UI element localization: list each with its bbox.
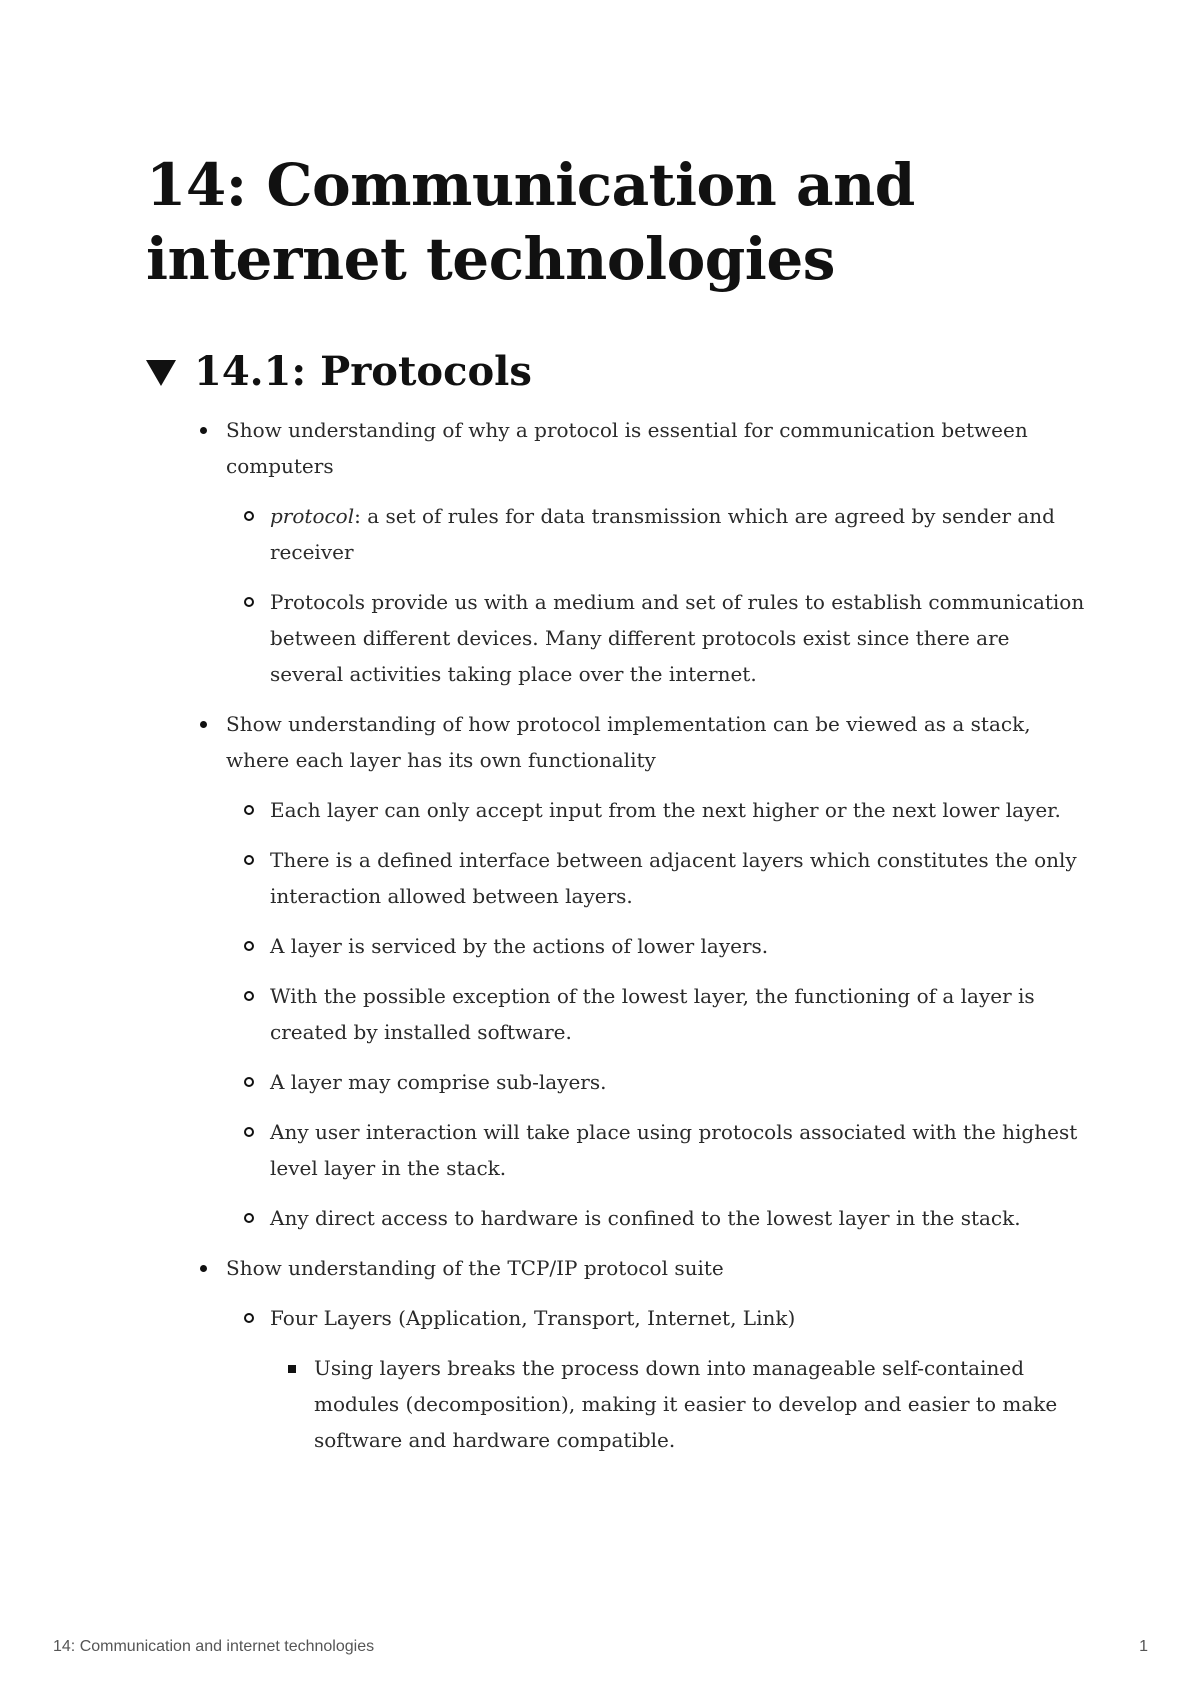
sub-sub-list-item (314, 1350, 1086, 1458)
list-item-text: Show understanding of the TCP/IP protocol suite (226, 1256, 724, 1280)
sub-list-item (270, 1064, 1086, 1100)
sub-list-item (270, 1200, 1086, 1236)
circle-bullet-icon (244, 597, 254, 607)
sub-sub-list-item-text: Using layers breaks the process down into manageable self-contained modules (decomposition), making it easier to develop and easier to make software and hardware compatible. (314, 1356, 1058, 1452)
sub-list-item (270, 1300, 1086, 1458)
section-heading-text: 14.1: Protocols (194, 348, 532, 395)
sub-list-item-text: Any direct access to hardware is confined to the lowest layer in the stack. (270, 1206, 1021, 1230)
circle-bullet-icon (244, 1313, 254, 1323)
disc-bullet-icon (200, 721, 207, 728)
page-number: 1 (1139, 1638, 1148, 1655)
sub-list-item (270, 1114, 1086, 1186)
disc-bullet-icon (200, 1265, 207, 1272)
list-item-text: Show understanding of why a protocol is essential for communication between computers (226, 418, 1028, 478)
circle-bullet-icon (244, 1127, 254, 1137)
footer-title: 14: Communication and internet technologies (53, 1638, 375, 1655)
sub-list-item-text: Each layer can only accept input from the next higher or the next lower layer. (270, 798, 1061, 822)
disc-bullet-icon (200, 427, 207, 434)
page-title: 14: Communication and internet technologies (146, 151, 915, 293)
sub-sub-bullet-list (270, 1350, 1086, 1458)
bullet-list (146, 412, 1086, 1458)
sub-list-item (270, 842, 1086, 914)
circle-bullet-icon (244, 805, 254, 815)
sub-list-item (270, 928, 1086, 964)
definition-term: protocol (270, 504, 355, 528)
definition-body: : a set of rules for data transmission which are agreed by sender and receiver (270, 504, 1055, 564)
sub-bullet-list (226, 1300, 1086, 1458)
triangle-down-icon[interactable] (146, 360, 176, 386)
sub-list-item-text: There is a defined interface between adjacent layers which constitutes the only interaction allowed between layers. (270, 848, 1077, 908)
circle-bullet-icon (244, 1213, 254, 1223)
circle-bullet-icon (244, 991, 254, 1001)
sub-list-item (270, 584, 1086, 692)
sub-list-item-text: Protocols provide us with a medium and set of rules to establish communication between different devices. Many different protocols exist since there are several activities taking place over the internet. (270, 590, 1085, 686)
sub-list-item-text: Four Layers (Application, Transport, Internet, Link) (270, 1306, 796, 1330)
sub-list-item-text: With the possible exception of the lowest layer, the functioning of a layer is created by installed software. (270, 984, 1035, 1044)
section-heading[interactable] (146, 348, 1086, 396)
sub-bullet-list (226, 498, 1086, 692)
sub-bullet-list (226, 792, 1086, 1236)
circle-bullet-icon (244, 941, 254, 951)
sub-list-item-text: A layer may comprise sub-layers. (270, 1070, 607, 1094)
sub-list-item (270, 498, 1086, 570)
square-bullet-icon (288, 1365, 296, 1373)
list-item (226, 1250, 1086, 1458)
list-item (226, 412, 1086, 692)
sub-list-item (270, 792, 1086, 828)
list-item (226, 706, 1086, 1236)
sub-list-item (270, 978, 1086, 1050)
list-item-text: Show understanding of how protocol implementation can be viewed as a stack, where each layer has its own functionality (226, 712, 1031, 772)
circle-bullet-icon (244, 1077, 254, 1087)
circle-bullet-icon (244, 511, 254, 521)
sub-list-item-text: Any user interaction will take place using protocols associated with the highest level layer in the stack. (270, 1120, 1078, 1180)
sub-list-item-text: A layer is serviced by the actions of lower layers. (270, 934, 769, 958)
definition-text (270, 498, 1086, 570)
circle-bullet-icon (244, 855, 254, 865)
section-protocols (146, 348, 1086, 1472)
